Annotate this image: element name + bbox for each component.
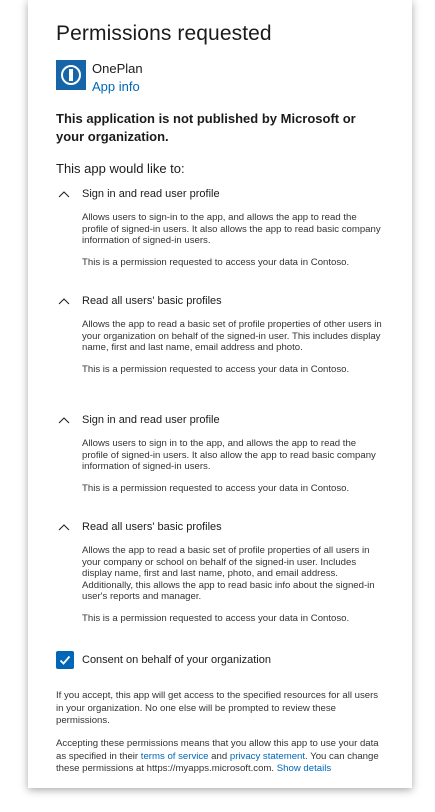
app-name: OnePlan [92,61,143,76]
permission-title: Read all users' basic profiles [82,521,222,533]
terms-of-service-link[interactable]: terms of service [140,750,209,762]
permission-title: Sign in and read user profile [82,414,220,426]
permission-title: Sign in and read user profile [82,188,220,200]
terms-prefix: Accepting these permissions means that you allow this app to use your data as specified in their [56,738,379,762]
permission-item [56,412,384,494]
privacy-statement-link[interactable]: privacy statement [229,750,306,762]
consent-checkbox[interactable] [56,651,74,669]
permission-item [56,519,384,625]
permission-note: This is a permission requested to access your data in Contoso. [82,256,350,268]
permission-toggle[interactable] [56,293,384,309]
permission-toggle[interactable] [56,412,384,428]
chevron-up-icon [58,521,70,533]
app-info-link[interactable]: App info [92,79,140,94]
permission-description: Allows users to sign in to the app, and allows the app to read the profile of signed-in users. It also allow the app to read basic company information of signed-in users. [82,438,376,473]
show-details-link[interactable]: Show details [276,763,332,774]
permission-note: This is a permission requested to access your data in Contoso. [82,482,350,494]
permission-note: This is a permission requested to access your data in Contoso. [82,612,350,624]
permission-note: This is a permission requested to access your data in Contoso. [82,363,350,375]
chevron-up-icon [58,414,70,426]
accept-info-text: If you accept, this app will get access to the specified resources for all users in your organization. No one else will be prompted to review these permissions. [56,690,379,726]
permission-description: Allows users to sign-in to the app, and allows the app to read the profile of signed-in users. It also allows the app to read basic company information of signed-in users. [82,212,381,247]
permission-description: Allows the app to read a basic set of profile properties of other users in your organization on behalf of the signed-in user. This includes display name, first and last name, email address and photo. [82,319,382,354]
permission-item [56,186,384,268]
app-header [56,60,143,95]
terms-and: and [208,750,230,762]
page-title: Permissions requested [56,22,272,45]
terms-suffix: . You can change these permissions at https://myapps.microsoft.com. [56,750,379,774]
permission-item [56,293,384,375]
chevron-up-icon [58,188,70,200]
checkmark-icon [59,654,71,666]
app-logo-icon [56,60,86,90]
permission-toggle[interactable] [56,519,384,535]
permissions-dialog [28,0,412,788]
permission-description: Allows the app to read a basic set of profile properties of all users in your company or school on behalf of the signed-in user. Includes display name, first and last name, photo, and email address. Additionally, this allows the app to read basic info about the signed-in user's reports and manager. [82,545,375,603]
consent-label[interactable]: Consent on behalf of your organization [82,654,271,666]
permissions-intro: This app would like to: [56,161,185,176]
permission-title: Read all users' basic profiles [82,295,222,307]
terms-text [56,738,382,776]
consent-row [56,651,271,669]
permission-toggle[interactable] [56,186,384,202]
chevron-up-icon [58,295,70,307]
unpublished-warning: This application is not published by Microsoft or your organization. [56,111,356,144]
